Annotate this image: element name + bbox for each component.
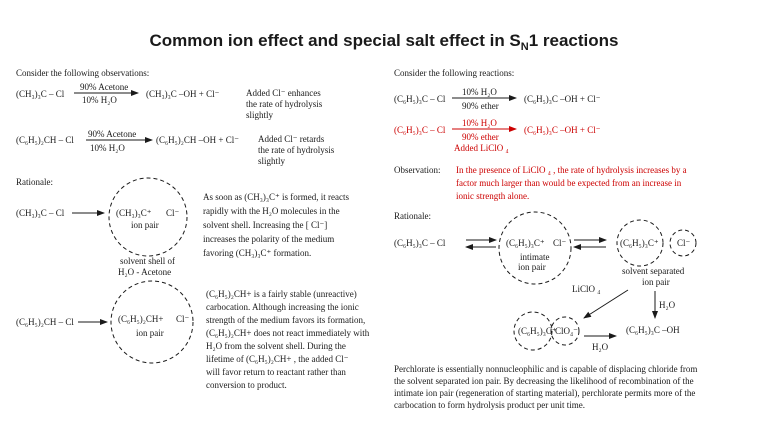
right-r1-below: 90% ether (462, 101, 499, 111)
left-m2-reactant: (C₆H₅)₂CH – Cl (16, 317, 74, 327)
left-m2-text-2: carbocation. Although increasing the ionic (206, 302, 359, 312)
left-m2-pair-label: ion pair (136, 328, 164, 338)
left-r2-note-3: slightly (258, 156, 286, 166)
right-r2-reactant: (C₆H₅)₃C – Cl (394, 125, 446, 135)
left-r2-below: 10% H₂O (90, 143, 125, 153)
page-title: Common ion effect and special salt effect in $S_N1$ reactions (149, 31, 619, 53)
right-mech-product: (C₆H₅)₃C –OH (626, 325, 680, 335)
left-m1-cation: (CH₃)₃C⁺ (116, 208, 152, 218)
left-r1-above: 90% Acetone (80, 82, 129, 92)
left-r2-reactant: (C₆H₅)₂CH – Cl (16, 135, 74, 145)
left-rationale-heading: Rationale: (16, 177, 53, 187)
right-r2-above: 10% H₂O (462, 118, 497, 128)
intimate-label-2: ion pair (518, 262, 546, 272)
left-r1-product: (CH₃)₃C –OH + Cl⁻ (146, 89, 220, 99)
left-m1-text-1: As soon as (CH₃)₃C⁺ is formed, it reacts (203, 192, 350, 202)
right-mech-water1: H₂O (659, 300, 676, 310)
left-m1-shell-2: H₂O - Acetone (118, 267, 172, 277)
right-mech-cation1: (C₆H₅)₃C⁺ (506, 238, 545, 248)
separated-label-1: solvent separated (622, 266, 685, 276)
right-r1-reactant: (C₆H₅)₃C – Cl (394, 94, 446, 104)
conclusion-line-3: intimate ion pair (regeneration of starting material), perchlorate permits more of the (394, 388, 696, 398)
left-m2-text-6: lifetime of (C₆H₅)₂CH+ , the added Cl⁻ (206, 354, 349, 364)
right-r2-below: 90% ether (462, 132, 499, 142)
observation-label: Observation: (394, 165, 441, 175)
left-r2-note-1: Added Cl⁻ retards (258, 134, 325, 144)
right-r2-below2: Added LiClO ₄ (454, 143, 509, 153)
right-mech-anion3: ClO₄⁻ (555, 326, 578, 336)
left-m2-anion: Cl⁻ (176, 314, 190, 324)
licl-arrow (584, 290, 628, 318)
left-m1-pair-label: ion pair (131, 220, 159, 230)
conclusion-line-2: the solvent separated ion pair. By decreasing the likelihood of recombination of the (394, 376, 694, 386)
left-r1-note-3: slightly (246, 110, 274, 120)
left-m2-text-1: (C₆H₅)₂CH+ is a fairly stable (unreactive) (206, 289, 357, 299)
left-r2-above: 90% Acetone (88, 129, 137, 139)
separated-label-2: ion pair (642, 277, 670, 287)
left-r1-below: 10% H₂O (82, 95, 117, 105)
left-m1-text-4: increases the polarity of the medium (203, 234, 335, 244)
left-r1-note-2: the rate of hydrolysis (246, 99, 323, 109)
right-mech-water2: H₂O (592, 342, 609, 352)
conclusion-line-1: Perchlorate is essentially nonnucleophilic and is capable of displacing chloride from (394, 364, 698, 374)
left-intro: Consider the following observations: (16, 68, 150, 78)
right-mech-cation3: (C₆H₅)₃C⁺ (518, 326, 557, 336)
right-mech-licl: LiClO ₄ (572, 284, 601, 294)
observation-line-1: In the presence of LiClO ₄ , the rate of hydrolysis increases by a (456, 165, 687, 175)
left-m2-cation: (C₆H₅)₂CH+ (118, 314, 164, 324)
left-m1-text-3: solvent shell. Increasing the [ Cl⁻] (203, 220, 328, 230)
conclusion-line-4: carbocation to form hydrolysis product per unit time. (394, 400, 585, 410)
right-intro: Consider the following reactions: (394, 68, 515, 78)
left-m1-text-2: rapidly with the H₂O molecules in the (203, 206, 340, 216)
left-r2-note-2: the rate of hydrolysis (258, 145, 335, 155)
observation-line-3: ionic strength alone. (456, 191, 530, 201)
left-m2-text-8: conversion to product. (206, 380, 287, 390)
right-mech-cation2: (C₆H₅)₃C⁺ (620, 238, 659, 248)
left-m1-text-5: favoring (CH₃)₃C⁺ formation. (203, 248, 312, 258)
right-r2-product: (C₆H₅)₃C –OH + Cl⁻ (524, 125, 601, 135)
right-mech-reactant: (C₆H₅)₃C – Cl (394, 238, 446, 248)
intimate-pair-circle (499, 212, 571, 284)
left-m2-text-7: will favor return to reactant rather than (206, 367, 346, 377)
right-mech-anion1: Cl⁻ (553, 238, 567, 248)
left-m1-shell-1: solvent shell of (120, 256, 175, 266)
right-r1-product: (C₆H₅)₃C –OH + Cl⁻ (524, 94, 601, 104)
intimate-label-1: intimate (520, 252, 550, 262)
right-mech-anion2: Cl⁻ (677, 238, 691, 248)
left-r1-note-1: Added Cl⁻ enhances (246, 88, 321, 98)
left-m1-anion: Cl⁻ (166, 208, 180, 218)
left-r2-product: (C₆H₅)₂CH –OH + Cl⁻ (156, 135, 239, 145)
left-m2-text-3: strength of the medium favors its formation, (206, 315, 366, 325)
left-m2-text-5: H₂O from the solvent shell. During the (206, 341, 346, 351)
left-m2-text-4: (C₆H₅)₂CH+ does not react immediately with (206, 328, 370, 338)
left-r1-reactant: (CH₃)₃C – Cl (16, 89, 65, 99)
right-rationale-heading: Rationale: (394, 211, 431, 221)
observation-line-2: factor much larger than would be expected from an increase in (456, 178, 682, 188)
right-r1-above: 10% H₂O (462, 87, 497, 97)
left-m1-reactant: (CH₃)₃C – Cl (16, 208, 65, 218)
